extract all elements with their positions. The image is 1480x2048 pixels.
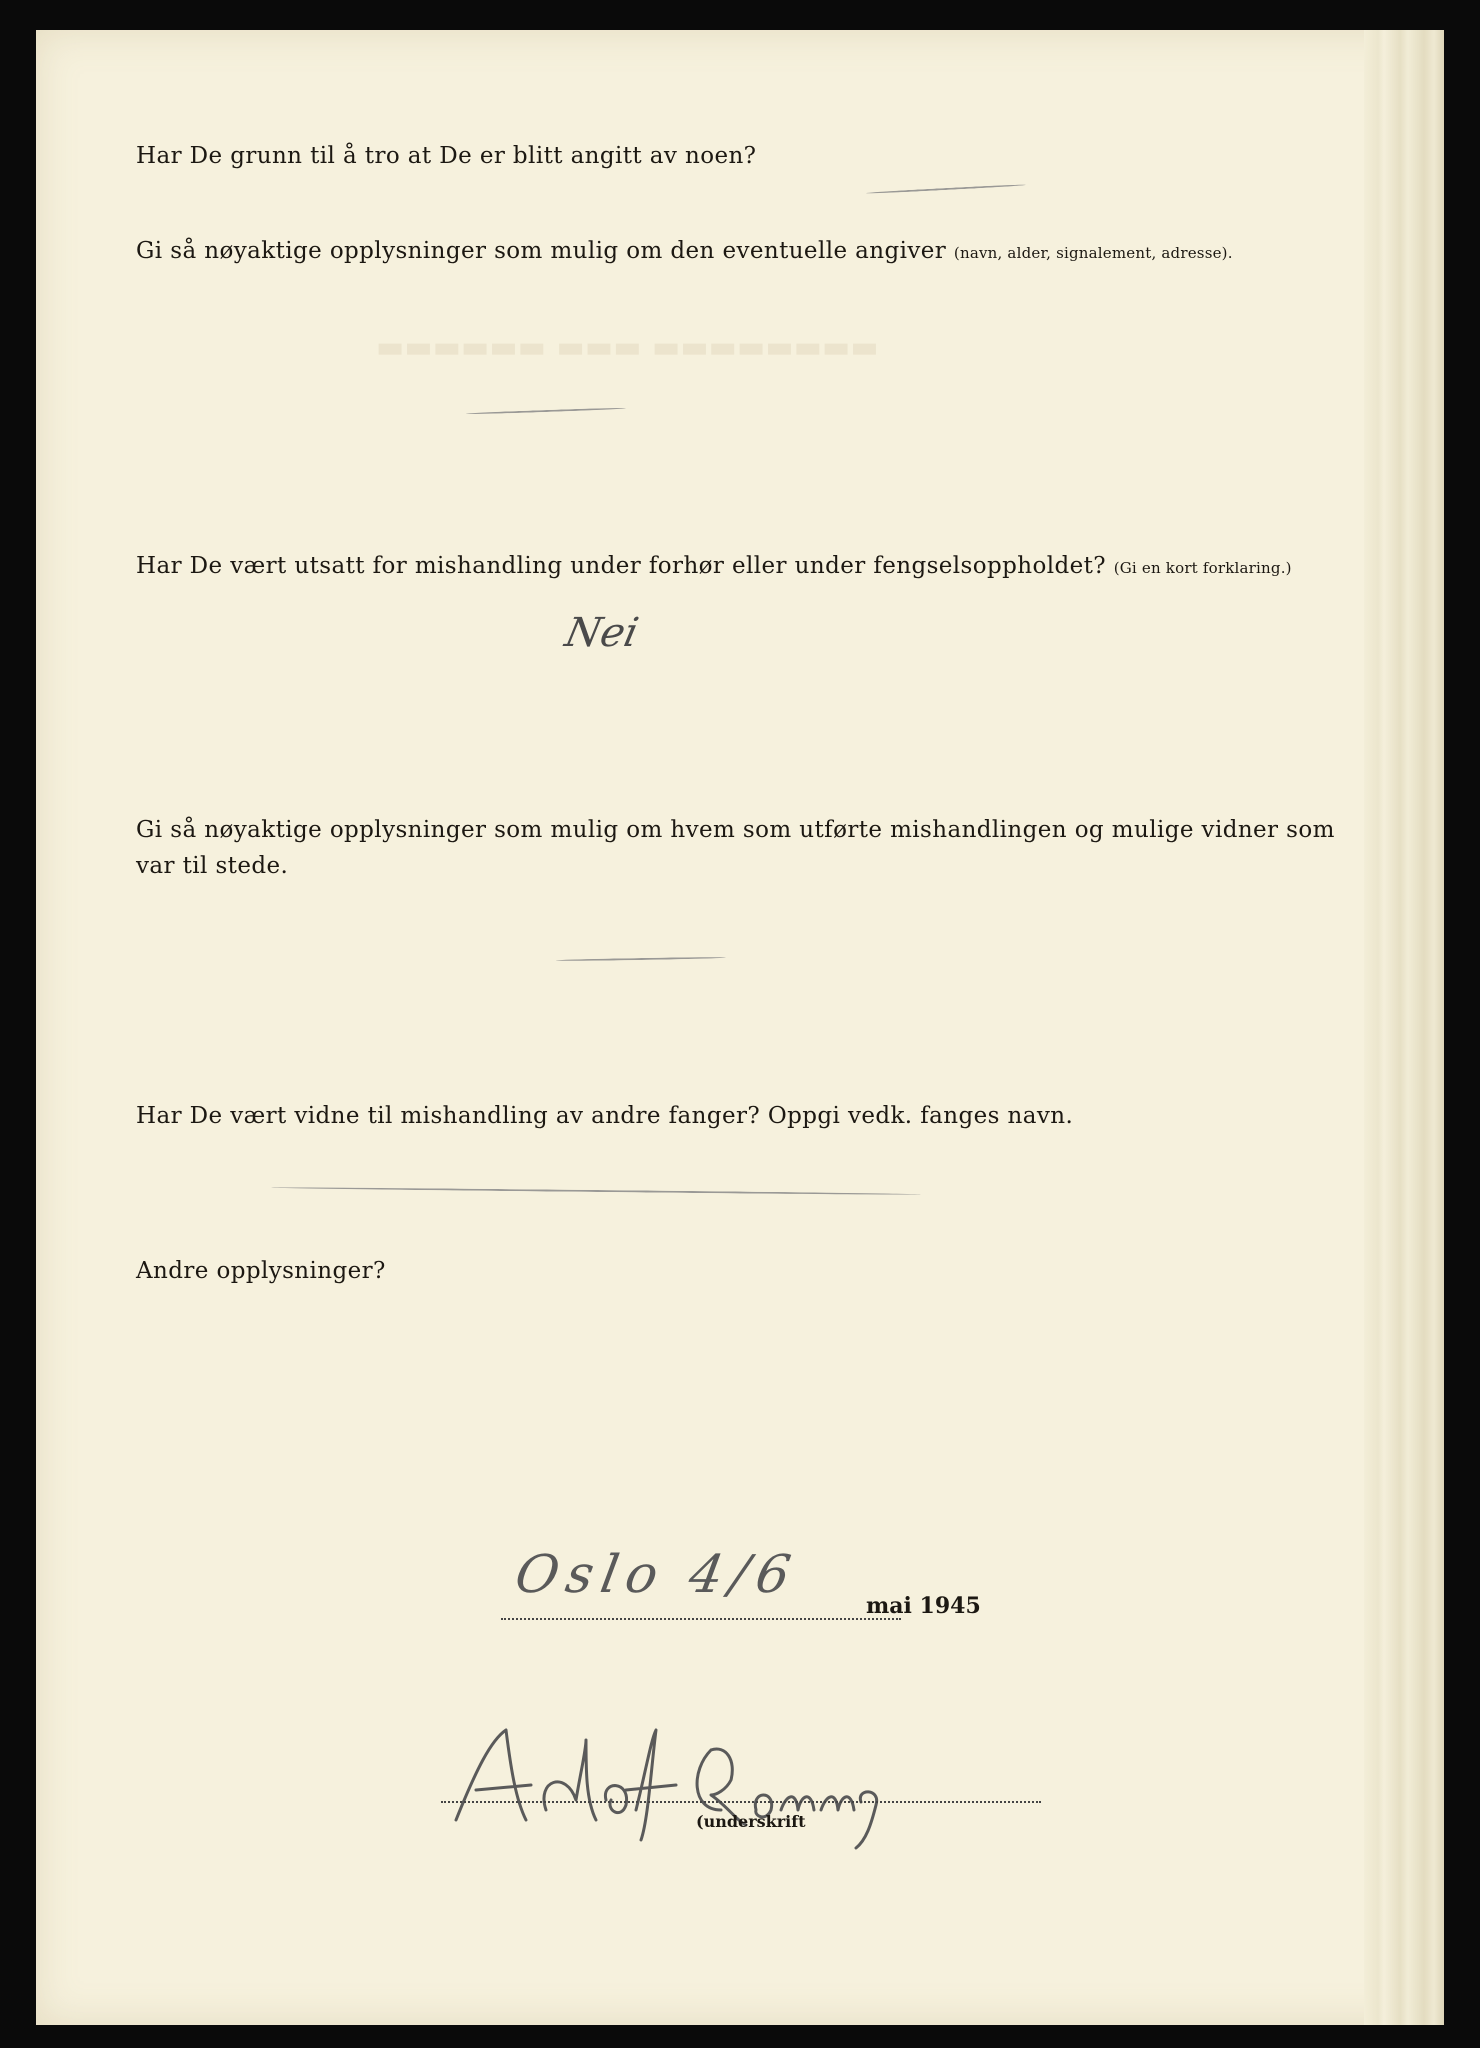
question-other-info: Andre opplysninger? [136,1258,386,1284]
signature-scribble [436,1710,916,1850]
question-mistreatment-note: (Gi en kort forklaring.) [1113,559,1292,577]
answer-mistreatment: Nei [561,610,643,656]
date-printed: mai 1945 [866,1593,981,1619]
answer-dash-q5 [271,1187,921,1196]
question-perpetrator-details: Gi så nøyaktige opplysninger som mulig om hvem som utførte mishandlingen og mulige vidner som var til stede. [136,817,1335,879]
page-edge-strip [1364,30,1444,2025]
question-informer-main: Gi så nøyaktige opplysninger som mulig om den eventuelle angiver [136,238,947,264]
question-informer-note: (navn, alder, signalement, adresse). [953,244,1233,262]
document-page [36,30,1444,2025]
answer-dash-q1 [866,184,1026,194]
answer-dash-q2 [466,407,626,415]
question-denounced: Har De grunn til å tro at De er blitt angitt av noen? [136,143,757,169]
question-mistreatment [136,550,1292,583]
handwritten-place-date: Oslo 4/6 [510,1545,803,1605]
signature-dotted-line [441,1801,1041,1803]
question-witness-mistreatment: Har De vært vidne til mishandling av andre fanger? Oppgi vedk. fanges navn. [136,1103,1074,1129]
signature-label: (underskrift [696,1812,806,1831]
question-mistreatment-main: Har De vært utsatt for mishandling under forhør eller under fengselsoppholdet? [136,553,1106,579]
answer-dash-q4 [556,957,726,962]
bleed-through-text: ▬▬▬▬▬▬ ▬▬▬ ▬▬▬▬▬▬▬▬ [376,330,879,365]
date-dotted-line [501,1618,901,1620]
question-informer-details [136,235,1233,268]
